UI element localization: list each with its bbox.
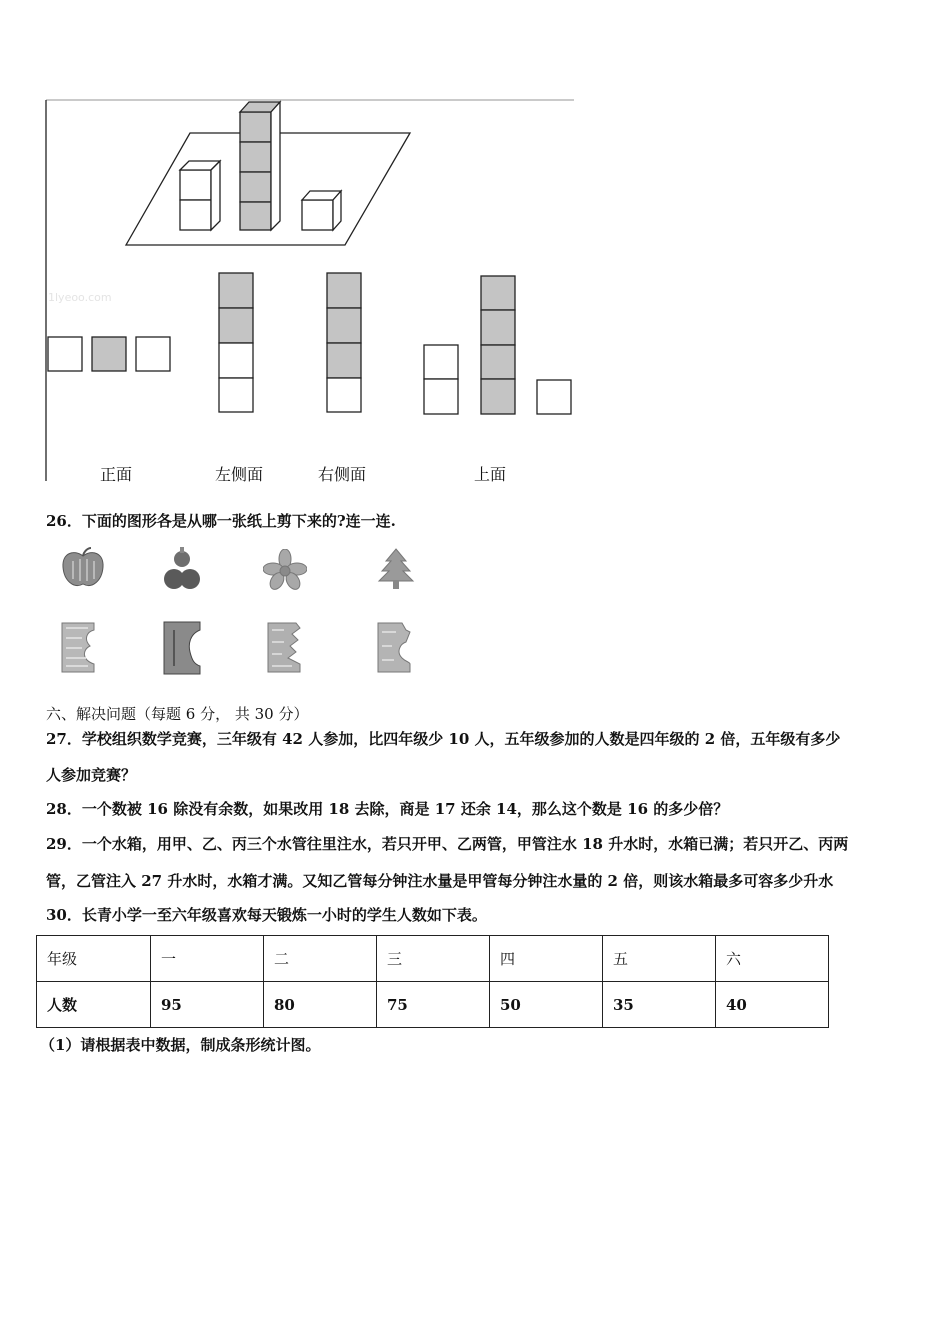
question-29-line2: 管，乙管注入 27 升水时，水箱才满。又知乙管每分钟注水量是甲管每分钟注水量的 2 倍，则该水箱最多可容多少升水 (46, 872, 834, 890)
question-27-line1: 27．学校组织数学竞赛，三年级有 42 人参加，比四年级少 10 人，五年级参加的人数是四年级的 2 倍，五年级有多少 (46, 730, 841, 748)
question-30: 30．长青小学一至六年级喜欢每天锻炼一小时的学生人数如下表。 (46, 906, 487, 924)
label-left-view: 左侧面 (215, 465, 264, 484)
section-6-heading: 六、解决问题（每题 6 分， 共 30 分） (46, 705, 309, 723)
cube-figure (40, 96, 580, 488)
label-top-view: 上面 (474, 465, 507, 484)
table-row (37, 982, 829, 1028)
watermark-text: 1lyeoo.com (48, 291, 112, 304)
table-cell: 六 (716, 936, 829, 982)
grade-table (36, 935, 829, 1028)
table-header-row (37, 936, 829, 982)
flower-shape (263, 549, 307, 591)
question-27-line2: 人参加竞赛？ (46, 766, 137, 784)
cut-paper-4 (376, 620, 414, 676)
cut-paper-2 (160, 620, 204, 676)
table-cell: 95 (151, 982, 264, 1028)
table-cell: 五 (603, 936, 716, 982)
cut-paper-1 (60, 620, 98, 676)
table-cell: 四 (490, 936, 603, 982)
table-cell: 年级 (37, 936, 151, 982)
table-cell: 二 (264, 936, 377, 982)
apple-shape (60, 547, 106, 591)
question-26: 26．下面的图形各是从哪一张纸上剪下来的?连一连. (46, 512, 396, 530)
question-29-line1: 29．一个水箱，用甲、乙、丙三个水管往里注水，若只开甲、乙两管，甲管注水 18 升水时，水箱已满；若只开乙、丙两 (46, 835, 849, 853)
question-30-sub1: （1）请根据表中数据，制成条形统计图。 (40, 1036, 321, 1054)
cut-paper-3 (266, 620, 304, 676)
table-cell: 50 (490, 982, 603, 1028)
label-front-view: 正面 (100, 465, 133, 484)
cube-views-drawing (40, 96, 580, 488)
table-cell: 40 (716, 982, 829, 1028)
table-cell: 一 (151, 936, 264, 982)
table-cell: 35 (603, 982, 716, 1028)
gourd-shape (162, 545, 202, 593)
tree-shape (376, 547, 416, 591)
question-28: 28．一个数被 16 除没有余数，如果改用 18 去除，商是 17 还余 14，那么这个数是 16 的多少倍？ (46, 800, 729, 818)
table-cell: 80 (264, 982, 377, 1028)
table-cell: 75 (377, 982, 490, 1028)
table-cell: 人数 (37, 982, 151, 1028)
table-cell: 三 (377, 936, 490, 982)
label-right-view: 右侧面 (318, 465, 367, 484)
